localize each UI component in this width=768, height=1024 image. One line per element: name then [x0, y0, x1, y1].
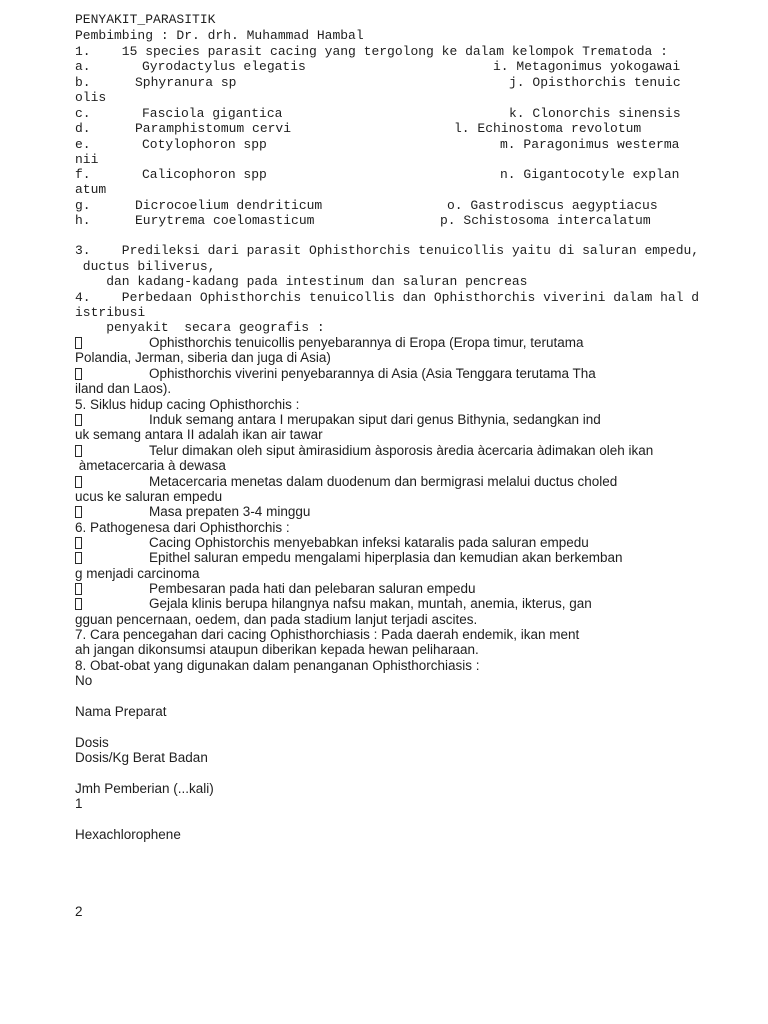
species-right: o. Gastrodiscus aegyptiacus [447, 198, 658, 213]
q4-bullet-text: Ophisthorchis tenuicollis penyebarannya di Eropa (Eropa timur, terutama [149, 335, 584, 350]
q4-bullet-text: Ophisthorchis viverini penyebarannya di Asia (Asia Tenggara terutama Tha [149, 366, 596, 381]
q5-bullet-text: Masa prepaten 3-4 minggu [149, 504, 311, 519]
q6-bullet-text: g menjadi carcinoma [75, 566, 200, 581]
bullet-icon [75, 445, 82, 457]
species-name: Dicrocoelium dendriticum [135, 198, 323, 213]
q6-bullet-text: Gejala klinis berupa hilangnya nafsu makan, muntah, anemia, ikterus, gan [149, 596, 592, 611]
bullet-icon [75, 552, 82, 564]
bullet-icon [75, 583, 82, 595]
table-header-dose-kg: Dosis/Kg Berat Badan [75, 750, 208, 765]
species-letter: b. [75, 75, 91, 90]
bullet-icon [75, 414, 82, 426]
species-letter: c. [75, 106, 91, 121]
q5-bullet-text: Metacercaria menetas dalam duodenum dan bermigrasi melalui ductus choled [149, 474, 618, 489]
q6-heading: 6. Pathogenesa dari Ophisthorchis : [75, 520, 290, 535]
species-name: Eurytrema coelomasticum [135, 213, 315, 228]
species-right: n. Gigantocotyle explan [500, 167, 680, 182]
bullet-icon [75, 337, 82, 349]
species-right: p. Schistosoma intercalatum [440, 213, 651, 228]
species-right: k. Clonorchis sinensis [509, 106, 681, 121]
species-right: m. Paragonimus westerma [500, 137, 680, 152]
q4-bullet-text: Polandia, Jerman, siberia dan juga di Asia) [75, 350, 331, 365]
table-header-times: Jmh Pemberian (...kali) [75, 781, 214, 796]
q4-line: 4. Perbedaan Ophisthorchis tenuicollis dan Ophisthorchis viverini dalam hal d [75, 290, 700, 305]
bullet-icon [75, 476, 82, 488]
q8-line: 8. Obat-obat yang digunakan dalam penanganan Ophisthorchiasis : [75, 658, 480, 673]
species-right-wrap: nii [75, 152, 99, 167]
bullet-icon [75, 368, 82, 380]
q3-line: ductus biliverus, [75, 259, 216, 274]
q5-bullet-text: Telur dimakan oleh siput àmirasidium àsporosis àredia àcercaria àdimakan oleh ikan [149, 443, 654, 458]
bullet-icon [75, 598, 82, 610]
species-name: Calicophoron spp [142, 167, 267, 182]
q1-heading: 1. 15 species parasit cacing yang tergolong ke dalam kelompok Trematoda : [75, 44, 668, 59]
species-letter: a. [75, 59, 91, 74]
q4-line: penyakit secara geografis : [75, 320, 325, 335]
q7-line: ah jangan dikonsumsi ataupun diberikan kepada hewan peliharaan. [75, 642, 479, 657]
species-letter: f. [75, 167, 91, 182]
q3-line: 3. Predileksi dari parasit Ophisthorchis tenuicollis yaitu di saluran empedu, [75, 243, 700, 258]
q5-bullet-text: uk semang antara II adalah ikan air tawar [75, 427, 323, 442]
q5-bullet-text: ucus ke saluran empedu [75, 489, 223, 504]
bullet-icon [75, 537, 82, 549]
q7-line: 7. Cara pencegahan dari cacing Ophisthorchiasis : Pada daerah endemik, ikan ment [75, 627, 580, 642]
species-name: Sphyranura sp [135, 75, 237, 90]
species-letter: e. [75, 137, 91, 152]
species-letter: d. [75, 121, 91, 136]
q6-bullet-text: Epithel saluran empedu mengalami hiperplasia dan kemudian akan berkemban [149, 550, 623, 565]
species-letter: g. [75, 198, 91, 213]
q6-bullet-text: Cacing Ophistorchis menyebabkan infeksi kataralis pada saluran empedu [149, 535, 589, 550]
q5-bullet-text: Induk semang antara I merupakan siput dari genus Bithynia, sedangkan ind [149, 412, 601, 427]
q4-bullet-text: iland dan Laos). [75, 381, 172, 396]
table-header-dose: Dosis [75, 735, 109, 750]
q3-line: dan kadang-kadang pada intestinum dan saluran pencreas [75, 274, 528, 289]
table-cell-no: 2 [75, 904, 83, 919]
table-header-no: No [75, 673, 93, 688]
species-letter: h. [75, 213, 91, 228]
q5-bullet-text: àmetacercaria à dewasa [75, 458, 226, 473]
q4-line: istribusi [75, 305, 146, 320]
species-name: Fasciola gigantica [142, 106, 283, 121]
q6-bullet-text: Pembesaran pada hati dan pelebaran saluran empedu [149, 581, 476, 596]
bullet-icon [75, 506, 82, 518]
species-right-wrap: atum [75, 182, 107, 197]
species-right: i. Metagonimus yokogawai [493, 59, 681, 74]
species-name: Cotylophoron spp [142, 137, 267, 152]
species-name: Paramphistomum cervi [135, 121, 292, 136]
species-right: l. Echinostoma revolotum [454, 121, 642, 136]
table-header-name: Nama Preparat [75, 704, 167, 719]
q5-heading: 5. Siklus hidup cacing Ophisthorchis : [75, 397, 300, 412]
table-cell-no: 1 [75, 796, 83, 811]
document-title: PENYAKIT_PARASITIK [75, 12, 216, 27]
species-right-wrap: olis [75, 90, 107, 105]
species-right: j. Opisthorchis tenuic [509, 75, 681, 90]
table-cell-name: Hexachlorophene [75, 827, 181, 842]
q6-bullet-text: gguan pencernaan, oedem, dan pada stadium lanjut terjadi ascites. [75, 612, 478, 627]
species-name: Gyrodactylus elegatis [142, 59, 306, 74]
supervisor-line: Pembimbing : Dr. drh. Muhammad Hambal [75, 28, 364, 43]
